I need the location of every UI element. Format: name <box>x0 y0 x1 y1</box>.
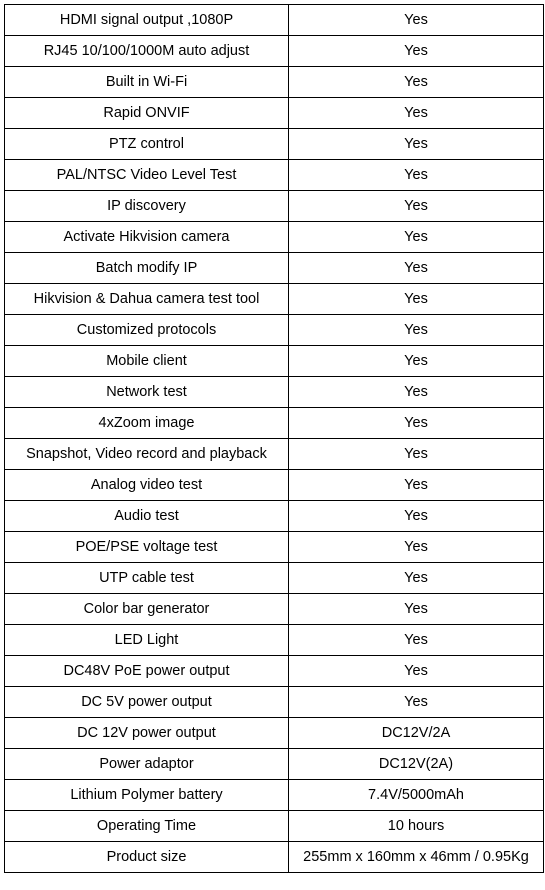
table-row <box>5 501 544 532</box>
table-row <box>5 129 544 160</box>
value-cell: Yes <box>289 439 544 470</box>
feature-cell: Customized protocols <box>5 315 289 346</box>
feature-cell: POE/PSE voltage test <box>5 532 289 563</box>
table-row <box>5 439 544 470</box>
table-row <box>5 253 544 284</box>
value-cell: 255mm x 160mm x 46mm / 0.95Kg <box>289 842 544 873</box>
table-row <box>5 563 544 594</box>
table-row <box>5 656 544 687</box>
feature-cell: Rapid ONVIF <box>5 98 289 129</box>
value-cell: Yes <box>289 315 544 346</box>
value-cell: Yes <box>289 222 544 253</box>
table-row <box>5 67 544 98</box>
feature-cell: 4xZoom image <box>5 408 289 439</box>
value-cell: 7.4V/5000mAh <box>289 780 544 811</box>
feature-cell: Color bar generator <box>5 594 289 625</box>
feature-cell: Built in Wi-Fi <box>5 67 289 98</box>
feature-cell: LED Light <box>5 625 289 656</box>
table-row <box>5 315 544 346</box>
feature-cell: Snapshot, Video record and playback <box>5 439 289 470</box>
value-cell: 10 hours <box>289 811 544 842</box>
spec-table <box>4 4 544 873</box>
value-cell: Yes <box>289 501 544 532</box>
table-row <box>5 377 544 408</box>
feature-cell: PAL/NTSC Video Level Test <box>5 160 289 191</box>
value-cell: Yes <box>289 656 544 687</box>
feature-cell: Analog video test <box>5 470 289 501</box>
table-row <box>5 470 544 501</box>
feature-cell: DC48V PoE power output <box>5 656 289 687</box>
table-row <box>5 780 544 811</box>
feature-cell: Lithium Polymer battery <box>5 780 289 811</box>
feature-cell: Network test <box>5 377 289 408</box>
table-row <box>5 5 544 36</box>
value-cell: DC12V(2A) <box>289 749 544 780</box>
feature-cell: Audio test <box>5 501 289 532</box>
feature-cell: IP discovery <box>5 191 289 222</box>
table-row <box>5 408 544 439</box>
feature-cell: DC 12V power output <box>5 718 289 749</box>
value-cell: Yes <box>289 98 544 129</box>
feature-cell: Activate Hikvision camera <box>5 222 289 253</box>
value-cell: Yes <box>289 563 544 594</box>
table-row <box>5 594 544 625</box>
value-cell: Yes <box>289 346 544 377</box>
feature-cell: DC 5V power output <box>5 687 289 718</box>
table-row <box>5 36 544 67</box>
table-row <box>5 749 544 780</box>
value-cell: Yes <box>289 5 544 36</box>
value-cell: Yes <box>289 191 544 222</box>
value-cell: Yes <box>289 687 544 718</box>
value-cell: Yes <box>289 625 544 656</box>
table-row <box>5 222 544 253</box>
table-row <box>5 284 544 315</box>
feature-cell: Product size <box>5 842 289 873</box>
feature-cell: UTP cable test <box>5 563 289 594</box>
table-row <box>5 532 544 563</box>
spec-table-body <box>5 5 544 873</box>
feature-cell: Hikvision & Dahua camera test tool <box>5 284 289 315</box>
value-cell: DC12V/2A <box>289 718 544 749</box>
table-row <box>5 98 544 129</box>
value-cell: Yes <box>289 594 544 625</box>
value-cell: Yes <box>289 284 544 315</box>
value-cell: Yes <box>289 160 544 191</box>
feature-cell: Batch modify IP <box>5 253 289 284</box>
table-row <box>5 191 544 222</box>
feature-cell: HDMI signal output ,1080P <box>5 5 289 36</box>
value-cell: Yes <box>289 36 544 67</box>
value-cell: Yes <box>289 377 544 408</box>
feature-cell: Operating Time <box>5 811 289 842</box>
table-row <box>5 687 544 718</box>
feature-cell: Mobile client <box>5 346 289 377</box>
value-cell: Yes <box>289 67 544 98</box>
table-row <box>5 811 544 842</box>
value-cell: Yes <box>289 408 544 439</box>
value-cell: Yes <box>289 129 544 160</box>
table-row <box>5 718 544 749</box>
value-cell: Yes <box>289 532 544 563</box>
table-row <box>5 160 544 191</box>
table-row <box>5 625 544 656</box>
feature-cell: RJ45 10/100/1000M auto adjust <box>5 36 289 67</box>
table-row <box>5 346 544 377</box>
value-cell: Yes <box>289 253 544 284</box>
feature-cell: PTZ control <box>5 129 289 160</box>
value-cell: Yes <box>289 470 544 501</box>
table-row <box>5 842 544 873</box>
feature-cell: Power adaptor <box>5 749 289 780</box>
